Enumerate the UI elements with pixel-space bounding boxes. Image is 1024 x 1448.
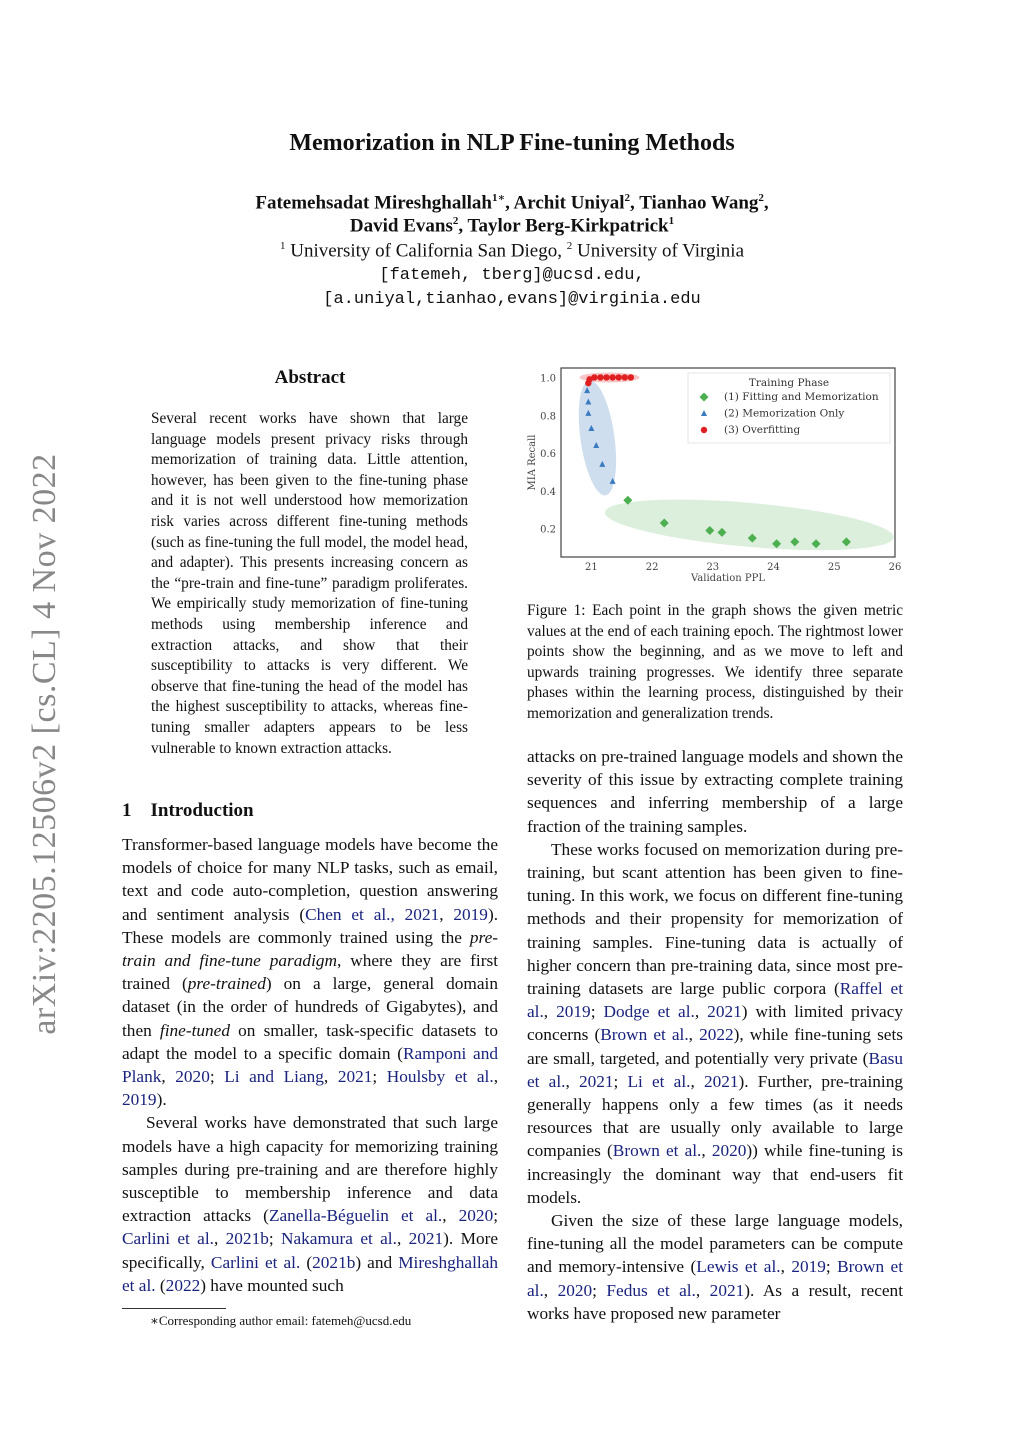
- citation-link[interactable]: Lewis et al.: [696, 1257, 781, 1277]
- citation-link[interactable]: Li and Liang: [224, 1067, 324, 1087]
- author-name: David Evans: [349, 215, 453, 237]
- citation-link[interactable]: Carlini et al.: [210, 1252, 301, 1272]
- citation-link[interactable]: Brown et al.: [612, 1141, 702, 1161]
- y-axis-label: MIA Recall: [527, 434, 538, 491]
- right-column-text: [527, 745, 903, 1325]
- text-run: )) while fine-tuning is increasingly the dominant way that end-users fit models.: [527, 1141, 903, 1207]
- cluster-memorization: [573, 378, 623, 498]
- citation-link[interactable]: 2021: [703, 1071, 739, 1091]
- text-run: ;: [493, 1206, 499, 1226]
- text-run: ,: [396, 1229, 409, 1249]
- data-point-series-3: [622, 374, 628, 380]
- text-run: ,: [543, 1002, 557, 1022]
- x-tick-label: 24: [767, 562, 780, 573]
- text-run: ;: [613, 1071, 628, 1091]
- citation-link[interactable]: 2020: [175, 1067, 210, 1087]
- text-run: ) and: [355, 1252, 399, 1272]
- citation-link[interactable]: Dodge et al.: [603, 1002, 695, 1022]
- abstract-heading: Abstract: [274, 367, 346, 388]
- data-point-series-3: [591, 374, 597, 380]
- text-run: ) with limited privacy concerns (: [527, 1002, 904, 1045]
- citation-link[interactable]: 2020: [458, 1206, 494, 1226]
- y-tick-label: 0.2: [540, 524, 556, 536]
- paragraph: [527, 1209, 903, 1325]
- citation-link[interactable]: 2021: [709, 1280, 745, 1300]
- text-run: (: [300, 1252, 313, 1272]
- text-run: ,: [439, 904, 454, 924]
- author-name: Archit Uniyal: [513, 192, 625, 214]
- legend-title: Training Phase: [748, 377, 830, 389]
- text-run: ,: [565, 1071, 579, 1091]
- author-affiliation-mark: 2: [452, 215, 459, 227]
- citation-link[interactable]: 2021: [404, 904, 440, 924]
- text-run: ;: [372, 1067, 387, 1087]
- cluster-fitting: [603, 490, 896, 559]
- paragraph: [527, 745, 903, 838]
- citation-link[interactable]: Li et al.: [627, 1071, 691, 1091]
- x-tick-label: 26: [888, 562, 902, 573]
- section-heading-introduction: 1 Introduction: [122, 800, 254, 821]
- text-run: ;: [268, 1229, 281, 1249]
- text-run: ,: [694, 1002, 708, 1022]
- data-point-series-3: [597, 374, 603, 380]
- data-point-series-3: [609, 374, 615, 380]
- text-run: on smaller, task-specific datasets to adapt the model to a specific domain (: [122, 1020, 498, 1063]
- authors-line-1: Fatemehsadat Mireshghallah$^{1∗}$, Archit Uniyal$^2$, Tianhao Wang$^2$,: [255, 192, 769, 214]
- y-tick-label: 0.8: [540, 411, 556, 423]
- x-tick-label: 22: [645, 562, 659, 573]
- text-run: Given the size of these large language models, fine-tuning all the model parameters can be compute and memory-intensive (: [527, 1211, 903, 1277]
- text-run: [395, 905, 405, 924]
- text-run: (: [155, 1275, 166, 1295]
- citation-link[interactable]: 2021: [578, 1071, 614, 1091]
- author-affiliation-mark: 1∗: [491, 192, 506, 204]
- text-run: ) on a large, general domain dataset (in the order of hundreds of Gigabytes), and then: [122, 974, 498, 1040]
- author-affiliation-mark: 2: [624, 192, 631, 204]
- data-point-series-3: [615, 374, 621, 380]
- text-run: These works focused on memorization during pre-training, but scant attention has been given to fine-tuning. In this work, we focus on different fine-tuning methods and their propensity for memorization of training samples. Fine-tuning data is actually of higher concern than pre-training data, since most pre-training datasets are large public corpora (: [527, 839, 903, 999]
- text-run: ).: [156, 1090, 167, 1110]
- author-name: Taylor Berg-Kirkpatrick: [467, 215, 669, 237]
- affiliations: $^1$ University of California San Diego, $^2$ University of Virginia: [279, 240, 745, 262]
- text-run: ). As a result, recent works have proposed new parameter: [527, 1280, 903, 1323]
- author-affiliation-mark: 1: [668, 215, 675, 227]
- legend-marker: [701, 427, 707, 433]
- footnote-rule: [122, 1308, 226, 1309]
- legend-entry: (1) Fitting and Memorization: [724, 391, 879, 403]
- text-run: ,: [695, 1280, 710, 1300]
- emphasis-text: pre-trained: [187, 974, 266, 994]
- emphasis-text: fine-tuned: [159, 1020, 230, 1040]
- figure-1-caption: Figure 1: Each point in the graph shows the given metric values at the end of each training epoch. The rightmost lower points show the beginning, and as we move to left and upwards training progresses. We identify three separate phases within the learning process, distinguished by their memorization and generalization trends.: [527, 602, 903, 722]
- citation-link[interactable]: 2021: [408, 1229, 444, 1249]
- text-run: , where they are first trained (: [122, 951, 498, 994]
- citation-link[interactable]: 2022: [699, 1025, 734, 1045]
- citation-link[interactable]: 2021b: [312, 1252, 356, 1272]
- citation-link[interactable]: 2019: [791, 1257, 826, 1277]
- legend-entry: (3) Overfitting: [724, 424, 801, 436]
- citation-link[interactable]: 2019: [122, 1090, 157, 1110]
- text-run: ). Further, pre-training generally happens only a few times (as it needs resources that are usually only available to large companies (: [527, 1071, 904, 1161]
- citation-link[interactable]: Mireshghallah et al.: [122, 1252, 499, 1295]
- text-run: ). These models are commonly trained using the: [122, 904, 499, 947]
- text-run: ,: [780, 1257, 792, 1277]
- text-run: ,: [213, 1229, 226, 1249]
- figure-1-chart: [520, 360, 910, 590]
- citation-link[interactable]: Ramponi and Plank: [122, 1043, 498, 1087]
- paragraph: [122, 1111, 498, 1297]
- emphasis-text: pre-train and fine-tune paradigm: [122, 927, 498, 971]
- citation-link[interactable]: 2021b: [225, 1229, 269, 1249]
- paper-title: Memorization in NLP Fine-tuning Methods: [289, 130, 735, 156]
- text-run: ,: [543, 1280, 558, 1300]
- paragraph: [122, 833, 498, 1111]
- y-tick-label: 1.0: [540, 373, 556, 385]
- citation-link[interactable]: 2021: [707, 1002, 742, 1022]
- x-tick-label: 23: [706, 562, 720, 573]
- x-tick-label: 25: [827, 562, 841, 573]
- data-point-series-3: [603, 374, 609, 380]
- citation-link[interactable]: 2022: [165, 1275, 201, 1295]
- text-run: ,: [323, 1067, 338, 1087]
- footnote: ∗Corresponding author email: fatemeh@ucsd.edu: [150, 1313, 412, 1328]
- citation-link[interactable]: Houlsby et al.: [386, 1067, 494, 1087]
- text-run: ;: [592, 1280, 607, 1300]
- text-run: ;: [825, 1257, 838, 1277]
- abstract-body: Several recent works have shown that large language models present privacy risks through memorization of training data. Little attention, however, has been given to the fine-tuning phase and it is not well understood how memorization risk varies across different fine-tuning methods (such as fine-tuning the full model, the model head, and adapter). This presents increasing concern as the “pre-train and fine-tune” paradigm proliferates. We empirically study memorization of fine-tuning methods using membership inference and extraction attacks, and show that their susceptibility to attacks is very different. We observe that fine-tuning the head of the model has the highest susceptibility to attacks, whereas fine-tuning smaller adapters appears to be less vulnerable to known extraction attacks.: [151, 410, 468, 757]
- citation-link[interactable]: Chen et al.,: [305, 904, 395, 924]
- text-run: ) have mounted such: [200, 1275, 344, 1295]
- text-run: ,: [688, 1025, 700, 1045]
- text-run: ;: [209, 1067, 225, 1087]
- citation-link[interactable]: 2020: [557, 1280, 593, 1300]
- citation-link[interactable]: 2020: [711, 1141, 747, 1161]
- citation-link[interactable]: Zanella-Béguelin et al.: [268, 1206, 443, 1226]
- x-axis-label: Validation PPL: [691, 573, 765, 584]
- author-name: Fatemehsadat Mireshghallah: [255, 192, 492, 214]
- text-run: ,: [701, 1141, 712, 1161]
- left-column-text: [122, 833, 498, 1297]
- citation-link[interactable]: Basu et al.: [527, 1048, 903, 1091]
- citation-link[interactable]: Brown et al.: [527, 1257, 904, 1300]
- y-tick-label: 0.4: [540, 486, 556, 498]
- x-tick-label: 21: [584, 562, 598, 573]
- paragraph: [527, 838, 903, 1209]
- citation-link[interactable]: Nakamura et al.: [281, 1229, 397, 1249]
- text-run: ,: [493, 1067, 499, 1087]
- citation-link[interactable]: Carlini et al.: [122, 1229, 214, 1249]
- citation-link[interactable]: Raffel et al.: [527, 979, 903, 1022]
- author-name: Tianhao Wang: [639, 192, 759, 214]
- citation-link[interactable]: Fedus et al.: [606, 1280, 696, 1300]
- arxiv-identifier[interactable]: arXiv:2205.12506v2 [cs.CL] 4 Nov 2022: [26, 453, 63, 1035]
- text-run: ,: [690, 1071, 704, 1091]
- data-point-series-3: [628, 374, 634, 380]
- citation-link[interactable]: Brown et al.: [600, 1025, 689, 1045]
- citation-link[interactable]: 2021: [337, 1067, 373, 1087]
- text-run: ;: [590, 1002, 604, 1022]
- text-run: ), while fine-tuning sets are small, targeted, and potentially very private (: [527, 1025, 903, 1068]
- citation-link[interactable]: 2019: [556, 1002, 591, 1022]
- text-run: ). More specifically,: [122, 1229, 499, 1272]
- text-run: Transformer-based language models have become the models of choice for many NLP tasks, such as email, text and code auto-completion, question answering and sentiment analysis (: [122, 835, 498, 924]
- legend-entry: (2) Memorization Only: [724, 407, 845, 420]
- email-line-2: [a.uniyal,tianhao,evans]@virginia.edu: [323, 290, 701, 309]
- author-affiliation-mark: 2: [758, 192, 764, 204]
- citation-link[interactable]: 2019: [453, 904, 488, 924]
- text-run: Several works have demonstrated that such large models have a high capacity for memorizing training samples during pre-training and are therefore highly susceptible to membership inference and data extraction attacks (: [122, 1113, 498, 1226]
- authors-line-2: David Evans$^2$, Taylor Berg-Kirkpatrick$^1$: [349, 215, 675, 237]
- text-run: ,: [442, 1206, 459, 1226]
- text-run: attacks on pre-trained language models and shown the severity of this issue by extracting complete training sequences and inferring membership of a large fraction of the training samples.: [527, 747, 903, 836]
- text-run: ,: [161, 1067, 176, 1087]
- email-line-1: [fatemeh, tberg]@ucsd.edu,: [379, 266, 645, 285]
- y-tick-label: 0.6: [540, 449, 556, 461]
